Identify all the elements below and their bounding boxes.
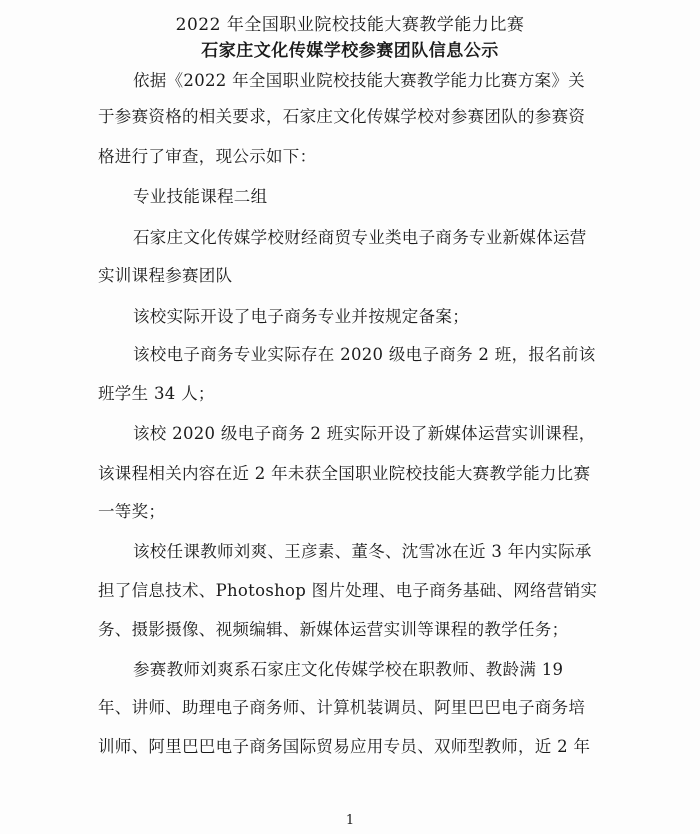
body-line: 依据《2022 年全国职业院校技能大赛教学能力比赛方案》关 <box>133 71 585 90</box>
body-line: 年、讲师、助理电子商务师、计算机装调员、阿里巴巴电子商务培 <box>98 698 586 717</box>
page-number: 1 <box>345 813 355 828</box>
section-heading: 专业技能课程二组 <box>133 187 268 206</box>
body-line: 该课程相关内容在近 2 年未获全国职业院校技能大赛教学能力比赛 <box>98 464 591 483</box>
body-line: 一等奖； <box>98 502 166 521</box>
body-line: 班学生 34 人； <box>98 384 215 403</box>
body-line: 石家庄文化传媒学校财经商贸专业类电子商务专业新媒体运营 <box>133 228 587 247</box>
body-line: 参赛教师刘爽系石家庄文化传媒学校在职教师、教龄满 19 <box>133 660 564 679</box>
body-line: 该校 2020 级电子商务 2 班实际开设了新媒体运营实训课程， <box>133 424 596 443</box>
document-title-line-1: 2022 年全国职业院校技能大赛教学能力比赛 <box>175 15 525 35</box>
body-line: 格进行了审查，现公示如下： <box>98 147 317 166</box>
body-line: 担了信息技术、Photoshop 图片处理、电子商务基础、网络营销实 <box>98 581 598 600</box>
body-line: 训师、阿里巴巴电子商务国际贸易应用专员、双师型教师，近 2 年 <box>98 737 591 756</box>
body-line: 务、摄影摄像、视频编辑、新媒体运营实训等课程的教学任务； <box>98 620 569 639</box>
document-title-line-2: 石家庄文化传媒学校参赛团队信息公示 <box>201 41 499 61</box>
body-line: 该校电子商务专业实际存在 2020 级电子商务 2 班，报名前该 <box>133 345 596 364</box>
body-line: 该校实际开设了电子商务专业并按规定备案； <box>133 307 469 326</box>
body-line: 该校任课教师刘爽、王彦素、董冬、沈雪冰在近 3 年内实际承 <box>133 542 592 561</box>
body-line: 于参赛资格的相关要求，石家庄文化传媒学校对参赛团队的参赛资 <box>98 107 586 126</box>
body-line: 实训课程参赛团队 <box>98 266 233 285</box>
